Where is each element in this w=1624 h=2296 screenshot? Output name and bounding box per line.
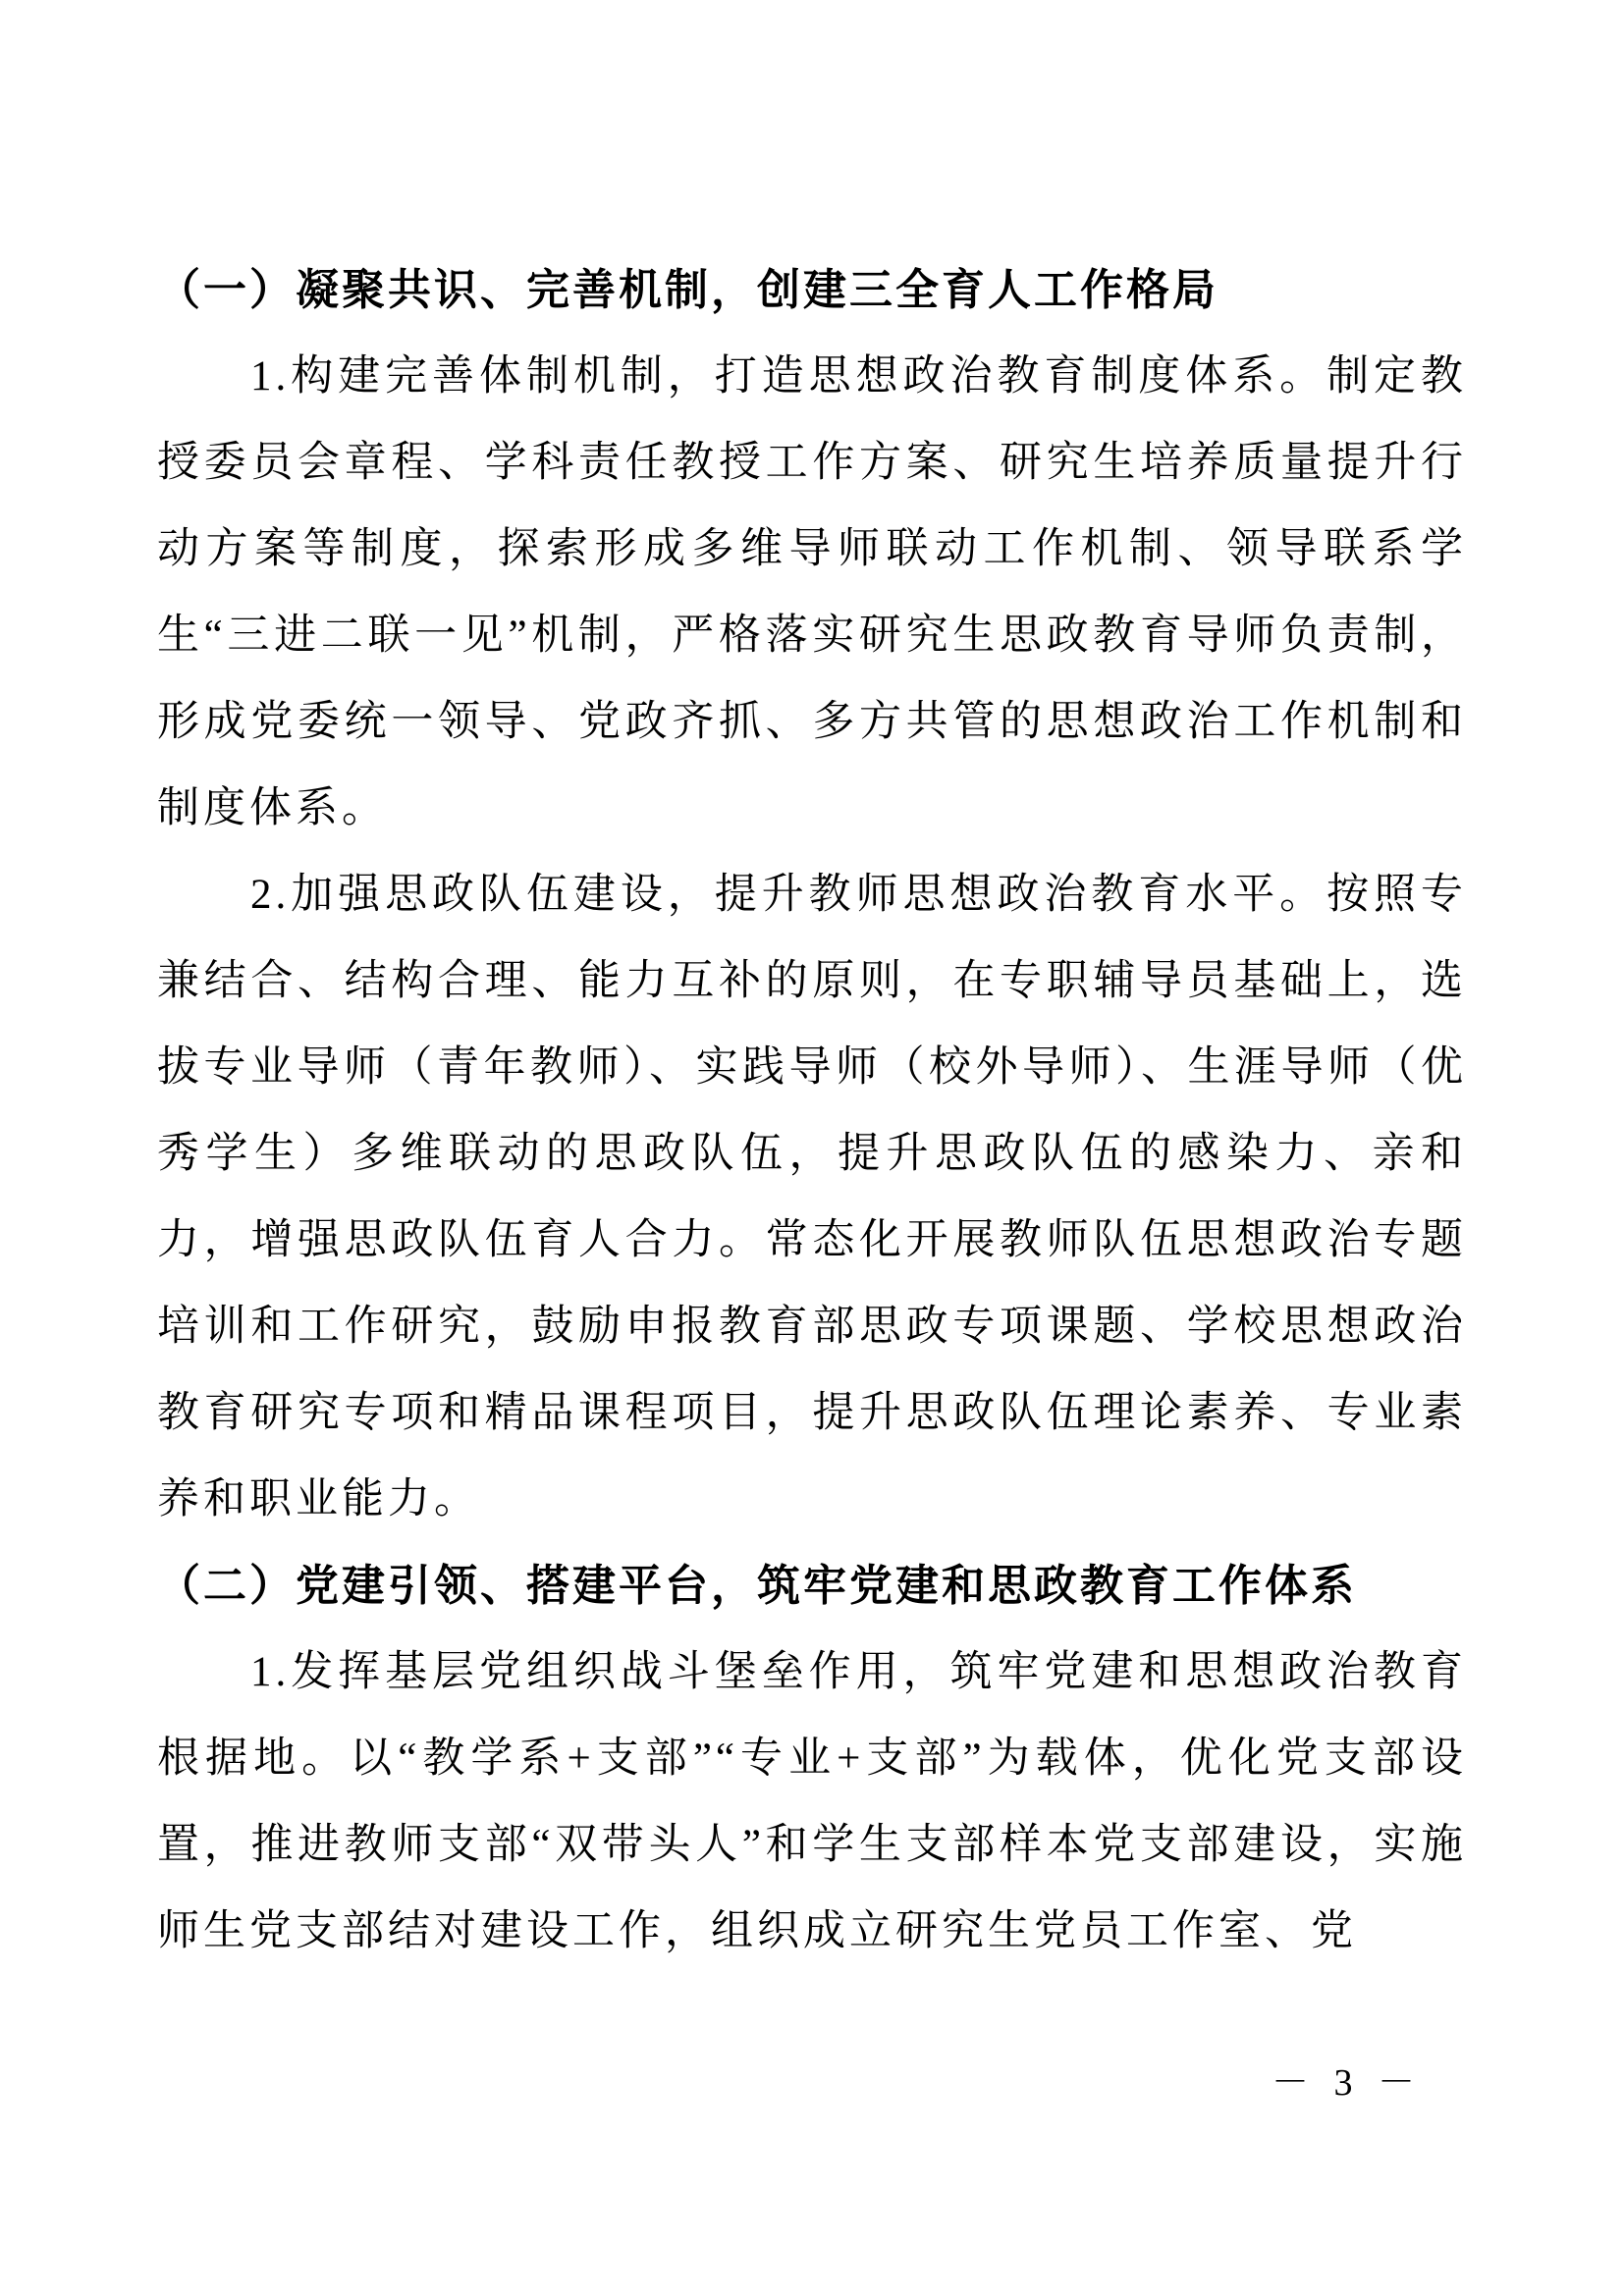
page-number: － 3 － bbox=[1271, 2062, 1423, 2104]
paragraph-2: 2.加强思政队伍建设，提升教师思想政治教育水平。按照专兼结合、结构合理、能力互补的原则，在专职辅导员基础上，选拔专业导师（青年教师）、实践导师（校外导师）、生涯导师（优秀学生）多维联动的思政队伍，提升思政队伍的感染力、亲和力，增强思政队伍育人合力。常态化开展教师队伍思想政治专题培训和工作研究，鼓励申报教育部思政专项课题、学校思想政治教育研究专项和精品课程项目，提升思政队伍理论素养、专业素养和职业能力。 bbox=[157, 872, 1467, 1522]
paragraph-1: 1.构建完善体制机制，打造思想政治教育制度体系。制定教授委员会章程、学科责任教授工作方案、研究生培养质量提升行动方案等制度，探索形成多维导师联动工作机制、领导联系学生“三进二联一见”机制，严格落实研究生思政教育导师负责制，形成党委统一领导、党政齐抓、多方共管的思想政治工作机制和制度体系。 bbox=[157, 353, 1467, 831]
paragraph-3: 1.发挥基层党组织战斗堡垒作用，筑牢党建和思想政治教育根据地。以“教学系+支部”“专业+支部”为载体，优化党支部设置，推进教师支部“双带头人”和学生支部样本党支部建设，实施师生党支部结对建设工作，组织成立研究生党员工作室、党 bbox=[157, 1649, 1467, 1954]
section-heading-1: （一）凝聚共识、完善机制，创建三全育人工作格局 bbox=[157, 266, 1218, 314]
section-heading-2: （二）党建引领、搭建平台，筑牢党建和思政教育工作体系 bbox=[157, 1562, 1357, 1610]
document-body bbox=[157, 247, 1467, 1975]
